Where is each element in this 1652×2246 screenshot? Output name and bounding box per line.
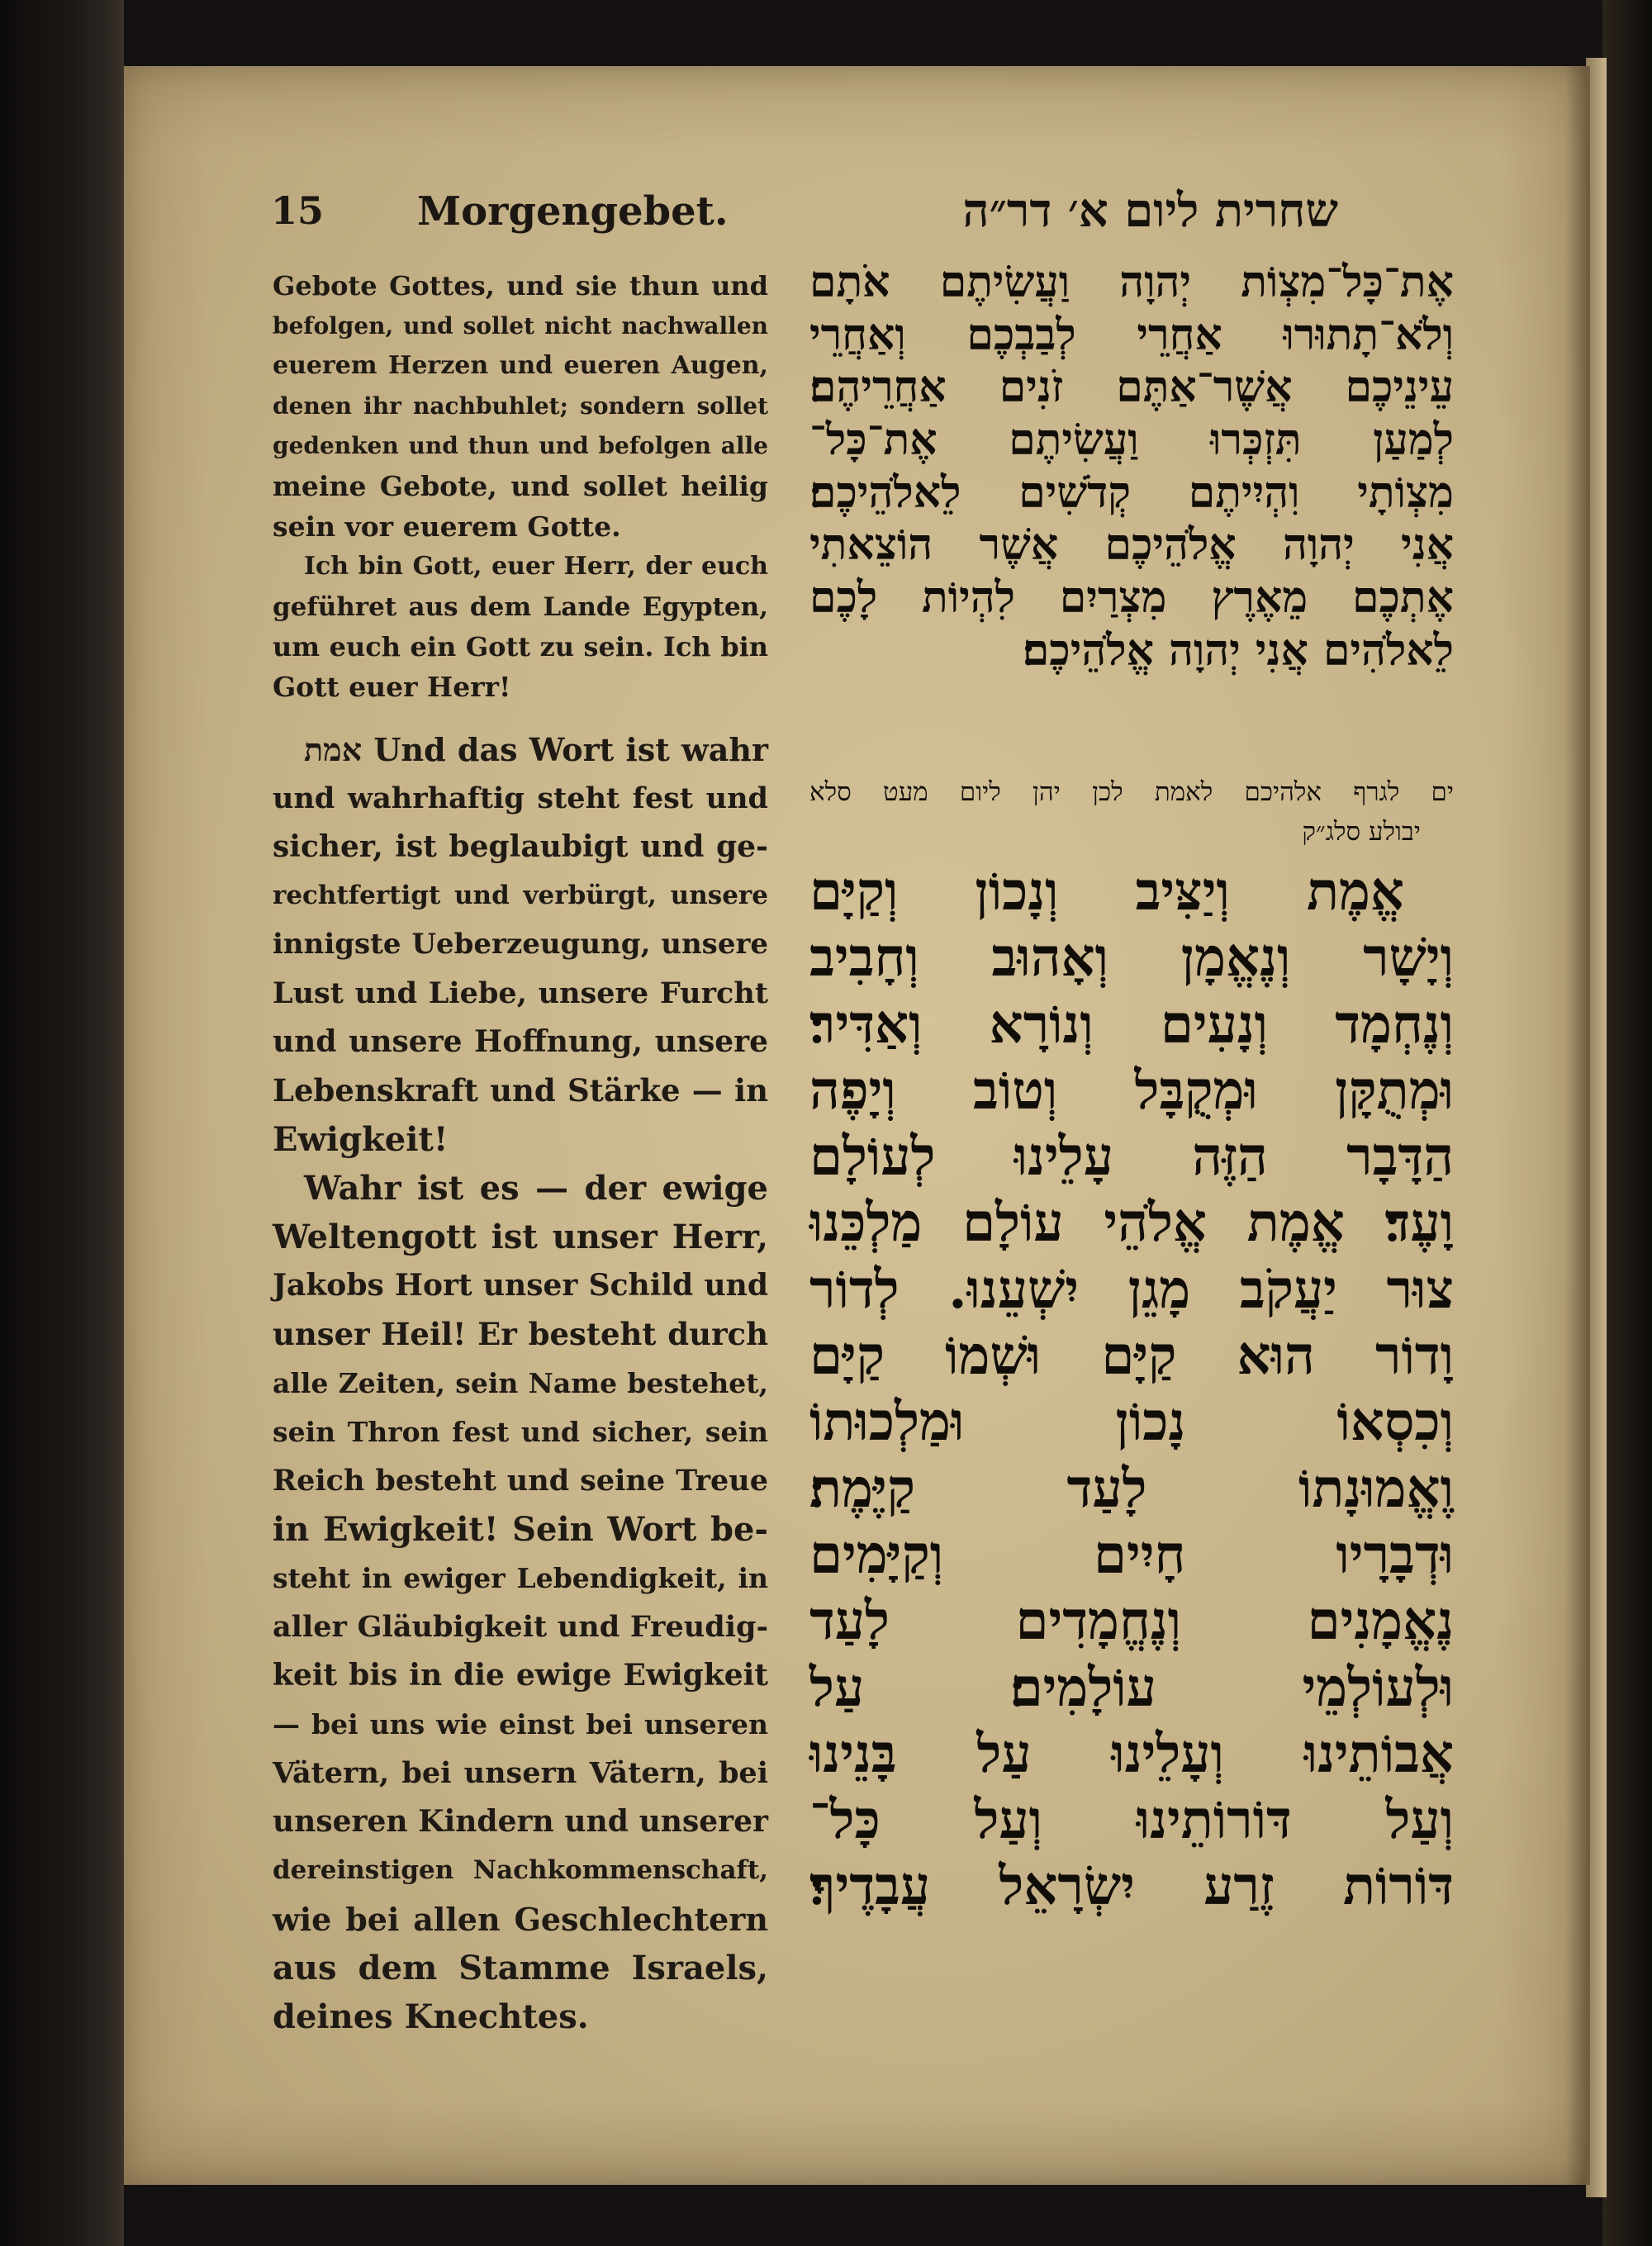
hebrew-line: וּמְתֻקָּן וּמְקֻבָּל וְטוֹב וְיָפֶה (809, 1059, 1454, 1122)
german-running-head: Morgengebet. (417, 188, 729, 235)
hebrew-line: אֱמֶת וְיַצִּיב וְנָכוֹן וְקַיָּם (809, 861, 1404, 923)
text-line: Gebote Gottes, und sie thun und (273, 270, 768, 302)
hebrew-line: וֶאֱמוּנָתוֹ לָעַד קַיֶּמֶת׃ (809, 1457, 1454, 1520)
hebrew-line: הַדָּבָר הַזֶּה עָלֵינוּ לְעוֹלָם (809, 1126, 1454, 1189)
hebrew-line: וְלֹא־תָתוּרוּ אַחֲרֵי לְבַבְכֶם וְאַחֲרֵי (809, 309, 1454, 360)
text-line: unser Heil! Er besteht durch (273, 1316, 768, 1352)
page-gutter (1565, 66, 1590, 2185)
hebrew-line: וּדְבָרָיו חָיִים וְקַיָּמִים (809, 1523, 1454, 1586)
text-line: Wahr ist es — der ewige (304, 1169, 768, 1208)
hebrew-line: וְיָשָׁר וְנֶאֱמָן וְאָהוּב וְחָבִיב (809, 927, 1454, 990)
hebrew-line: עֵינֵיכֶם אֲשֶׁר־אַתֶּם זֹנִים אַחֲרֵיהֶם׃ (809, 362, 1454, 413)
text-line: denen ihr nachbuhlet; sondern sollet (273, 392, 768, 420)
text-line: und wahrhaftig steht fest und (273, 781, 768, 815)
text-line: — bei uns wie einst bei unseren (273, 1708, 768, 1740)
hebrew-line: אֲבוֹתֵינוּ וְעָלֵינוּ עַל בָּנֵינוּ (809, 1722, 1454, 1785)
text-line: wie bei allen Geschlechtern (273, 1901, 768, 1938)
rubric-line: יבולע סלג״ק (1302, 817, 1421, 847)
text-line: um euch ein Gott zu sein. Ich bin (273, 631, 768, 663)
text-line: unseren Kindern und unserer (273, 1804, 768, 1839)
book-cover-edge (0, 0, 124, 2246)
hebrew-line: וָדוֹר הוּא קַיָּם וּשְׁמוֹ קַיָּם (809, 1325, 1454, 1388)
text-line: Ich bin Gott, euer Herr, der euch (304, 552, 768, 582)
hebrew-line: וָעֶד׃ אֱמֶת אֱלֹהֵי עוֹלָם מַלְכֵּנוּ (809, 1192, 1454, 1255)
page-number: 15 (271, 188, 325, 233)
hebrew-line: לֵאלֹהִים אֲנִי יְהוָה אֱלֹהֵיכֶם׃ (1022, 624, 1454, 676)
german-translation-column (273, 266, 768, 2036)
text-line: Ewigkeit! (273, 1120, 449, 1159)
hebrew-line: אֲנִי יְהוָה אֱלֹהֵיכֶם אֲשֶׁר הוֹצֵאתִי (809, 520, 1454, 571)
text-line: steht in ewiger Lebendigkeit, in (273, 1562, 768, 1594)
text-line: euerem Herzen und eueren Augen, (273, 351, 768, 381)
text-line: sein vor euerem Gotte. (273, 510, 621, 543)
text-line: innigste Ueberzeugung, unsere (273, 928, 768, 961)
text-line: deines Knechtes. (273, 1997, 589, 2036)
hebrew-line: וְנֶחְמָד וְנָעִים וְנוֹרָא וְאַדִּיר׃ (809, 993, 1454, 1056)
text-line: alle Zeiten, sein Name bestehet, (273, 1367, 768, 1399)
text-line: Jakobs Hort unser Schild und (273, 1268, 768, 1303)
text-line: dereinstigen Nachkommenschaft, (273, 1855, 768, 1885)
hebrew-line: וּלְעוֹלְמֵי עוֹלָמִים׃ עַל (809, 1656, 1454, 1719)
text-line: in Ewigkeit! Sein Wort be- (273, 1510, 768, 1549)
german-block-1 (273, 266, 768, 708)
text-line: Vätern, bei unsern Vätern, bei (273, 1756, 768, 1790)
text-line: geführet aus dem Lande Egypten, (273, 591, 768, 622)
text-line: meine Gebote, und sollet heilig (273, 469, 768, 502)
text-line: Gott euer Herr! (273, 670, 511, 703)
hebrew-running-head: שחרית ליום א׳ דר״ה (962, 183, 1338, 238)
text-line: Weltengott ist unser Herr, (273, 1218, 768, 1256)
text-line: aller Gläubigkeit und Freudig- (273, 1610, 768, 1644)
hebrew-line: אֶת־כָּל־מִצְוֹת יְהוָה וַעֲשִׂיתֶם אֹתָם (809, 257, 1454, 307)
text-line: sicher, ist beglaubigt und ge- (273, 829, 768, 864)
hebrew-line: מִצְוֹתָי וִהְיִיתֶם קְדֹשִׁים לֵאלֹהֵיכֶם׃ (809, 467, 1454, 518)
hebrew-line: דּוֹרוֹת זֶרַע יִשְׂרָאֵל עֲבָדֶיךָ׃ (809, 1855, 1454, 1918)
text-line: rechtfertigt und verbürgt, unsere (273, 881, 768, 910)
background-right (1602, 0, 1652, 2246)
text-line: Lebenskraft und Stärke — in (273, 1072, 768, 1109)
text-line: keit bis in die ewige Ewigkeit (273, 1658, 768, 1693)
hebrew-line: צוּר יַעֲקֹב מָגֵן יִשְׁעֵנוּ. לְדוֹר (809, 1258, 1454, 1321)
text-line: Reich besteht und seine Treue (273, 1464, 768, 1498)
hebrew-line: וְעַל דּוֹרוֹתֵינוּ וְעַל כָּל־ (809, 1789, 1454, 1852)
hebrew-block-2 (809, 859, 1454, 1921)
hebrew-line: נֶאֱמָנִים וְנֶחֱמָדִים לָעַד (809, 1590, 1454, 1653)
text-line: aus dem Stamme Israels, (273, 1949, 768, 1987)
hebrew-line: לְמַעַן תִּזְכְּרוּ וַעֲשִׂיתֶם אֶת־כָּל־ (809, 415, 1454, 466)
text-line: gedenken und thun und befolgen alle (273, 432, 768, 460)
text-line: אמת Und das Wort ist wahr (304, 731, 768, 768)
text-line: befolgen, und sollet nicht nachwallen (273, 311, 768, 340)
german-block-2 (273, 725, 768, 2041)
hebrew-block-1 (809, 256, 1454, 677)
text-line: sein Thron fest und sicher, sein (273, 1416, 768, 1448)
rubric-line: ים לגרף אלהיכם לאמת לכן יהן ליום מעט סלא (809, 777, 1454, 807)
text-line: und unsere Hoffnung, unsere (273, 1024, 768, 1059)
hebrew-rubric-note (809, 772, 1454, 852)
hebrew-line: אֶתְכֶם מֵאֶרֶץ מִצְרַיִם לִהְיוֹת לָכֶם (809, 572, 1454, 624)
text-line: Lust und Liebe, unsere Furcht (273, 976, 768, 1010)
hebrew-line: וְכִסְאוֹ נָכוֹן וּמַלְכוּתוֹ (809, 1391, 1454, 1454)
